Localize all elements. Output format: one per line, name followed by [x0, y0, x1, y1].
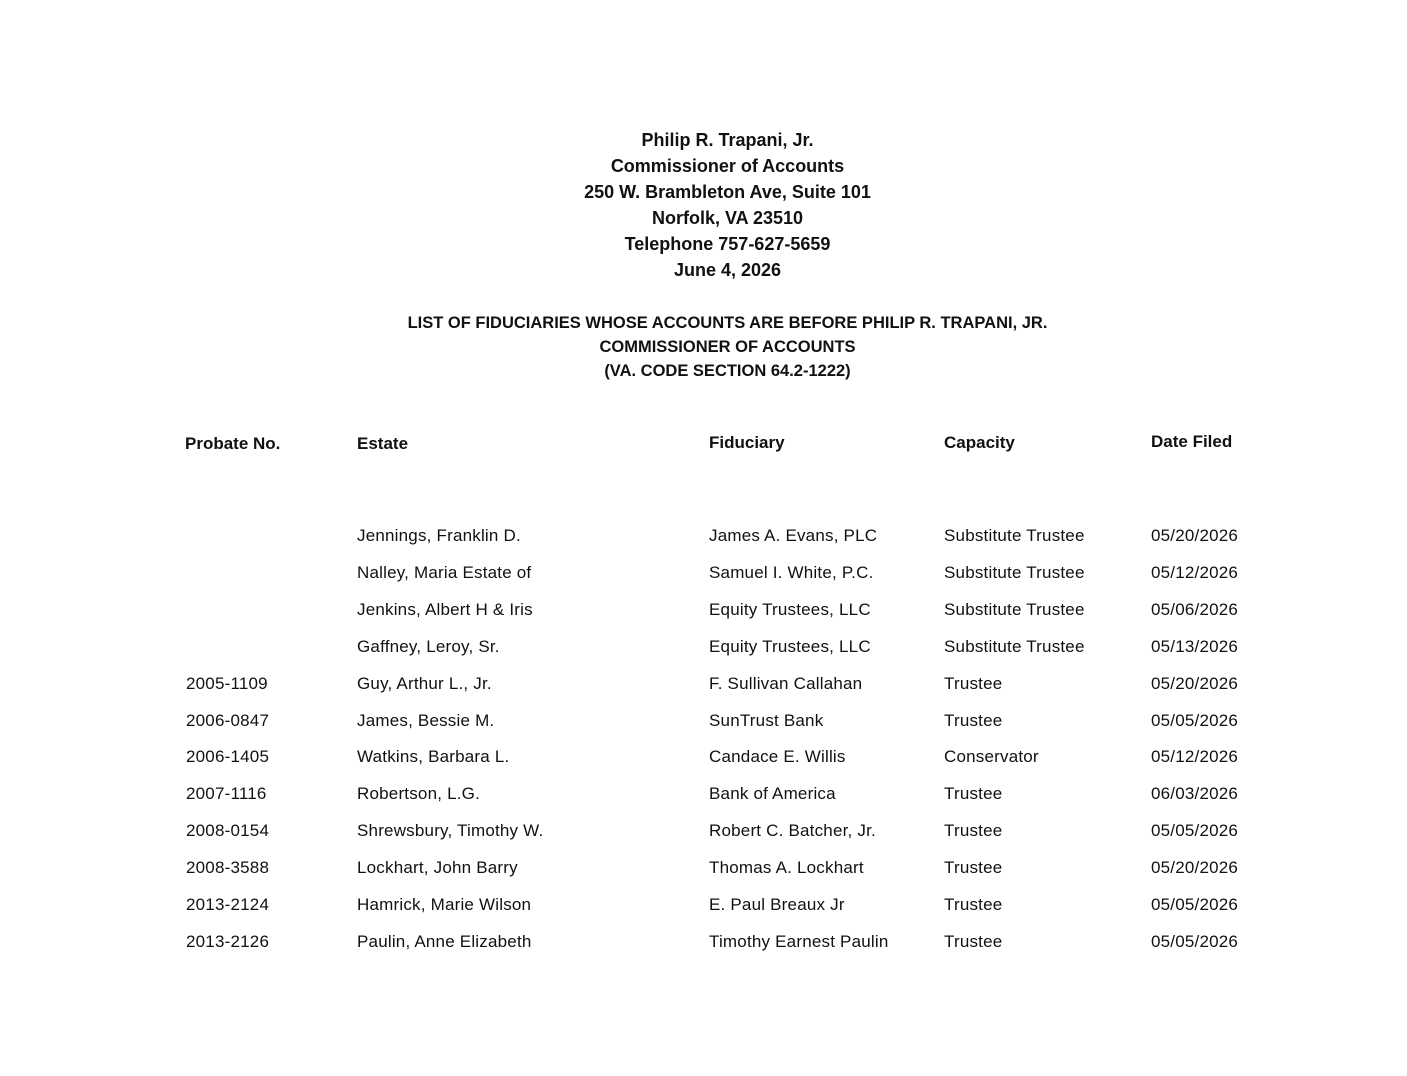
column-header-probate: Probate No.	[185, 434, 281, 453]
date-filed-cell: 05/05/2026	[1151, 895, 1239, 914]
fiduciary-cell: Bank of America	[709, 784, 836, 803]
probate-number-cell: 2006-0847	[186, 711, 270, 730]
fiduciary-cell: F. Sullivan Callahan	[709, 674, 863, 693]
fiduciary-cell: Equity Trustees, LLC	[709, 637, 871, 656]
table-row	[0, 526, 1407, 556]
capacity-cell: Trustee	[944, 821, 1003, 840]
fiduciary-cell: Samuel I. White, P.C.	[709, 563, 874, 582]
probate-number-cell: 2008-3588	[186, 858, 270, 877]
date-filed-cell: 05/20/2026	[1151, 674, 1239, 693]
table-row	[0, 821, 1407, 851]
estate-cell: Watkins, Barbara L.	[357, 747, 510, 766]
capacity-cell: Trustee	[944, 711, 1003, 730]
estate-cell: Robertson, L.G.	[357, 784, 481, 803]
probate-number-cell: 2008-0154	[186, 821, 270, 840]
table-row	[0, 784, 1407, 814]
date-filed-cell: 05/12/2026	[1151, 747, 1239, 766]
estate-cell: Guy, Arthur L., Jr.	[357, 674, 492, 693]
capacity-cell: Trustee	[944, 784, 1003, 803]
table-row	[0, 563, 1407, 593]
probate-number-cell: 2006-1405	[186, 747, 270, 766]
date-filed-cell: 05/05/2026	[1151, 711, 1239, 730]
capacity-cell: Substitute Trustee	[944, 637, 1085, 656]
commissioner-name: Philip R. Trapani, Jr.	[641, 130, 814, 150]
estate-cell: Shrewsbury, Timothy W.	[357, 821, 544, 840]
fiduciary-cell: Robert C. Batcher, Jr.	[709, 821, 876, 840]
letterhead	[0, 127, 1407, 283]
capacity-cell: Conservator	[944, 747, 1039, 766]
date-filed-cell: 05/13/2026	[1151, 637, 1239, 656]
date-filed-cell: 05/20/2026	[1151, 858, 1239, 877]
fiduciary-cell: James A. Evans, PLC	[709, 526, 878, 545]
date-filed-cell: 05/05/2026	[1151, 932, 1239, 951]
fiduciary-cell: Candace E. Willis	[709, 747, 846, 766]
estate-cell: Jennings, Franklin D.	[357, 526, 521, 545]
list-title-line-2: COMMISSIONER OF ACCOUNTS	[599, 338, 856, 356]
table-row	[0, 895, 1407, 925]
column-header-capacity: Capacity	[944, 433, 1015, 452]
date-filed-cell: 05/05/2026	[1151, 821, 1239, 840]
table-row	[0, 674, 1407, 704]
table-row	[0, 600, 1407, 630]
column-header-estate: Estate	[357, 434, 409, 453]
capacity-cell: Trustee	[944, 674, 1003, 693]
office-telephone: Telephone 757-627-5659	[624, 234, 831, 254]
column-header-date-filed: Date Filed	[1151, 432, 1233, 451]
capacity-cell: Trustee	[944, 858, 1003, 877]
table-row	[0, 637, 1407, 667]
probate-number-cell: 2013-2124	[186, 895, 270, 914]
capacity-cell: Trustee	[944, 895, 1003, 914]
estate-cell: Hamrick, Marie Wilson	[357, 895, 532, 914]
list-title	[0, 311, 1407, 383]
commissioner-title: Commissioner of Accounts	[610, 156, 845, 176]
date-filed-cell: 05/12/2026	[1151, 563, 1239, 582]
estate-cell: Paulin, Anne Elizabeth	[357, 932, 532, 951]
table-row	[0, 858, 1407, 888]
date-filed-cell: 05/06/2026	[1151, 600, 1239, 619]
estate-cell: Gaffney, Leroy, Sr.	[357, 637, 500, 656]
estate-cell: James, Bessie M.	[357, 711, 495, 730]
table-row	[0, 711, 1407, 741]
estate-cell: Nalley, Maria Estate of	[357, 563, 532, 582]
fiduciary-cell: E. Paul Breaux Jr	[709, 895, 845, 914]
fiduciary-cell: Thomas A. Lockhart	[709, 858, 864, 877]
date-filed-cell: 06/03/2026	[1151, 784, 1239, 803]
estate-cell: Lockhart, John Barry	[357, 858, 518, 877]
date-filed-cell: 05/20/2026	[1151, 526, 1239, 545]
list-title-line-1: LIST OF FIDUCIARIES WHOSE ACCOUNTS ARE BEFORE PHILIP R. TRAPANI, JR.	[407, 314, 1048, 332]
list-title-line-3: (VA. CODE SECTION 64.2-1222)	[604, 362, 851, 380]
probate-number-cell: 2007-1116	[186, 784, 267, 803]
probate-number-cell: 2013-2126	[186, 932, 270, 951]
probate-number-cell: 2005-1109	[186, 674, 268, 693]
fiduciary-cell: SunTrust Bank	[709, 711, 824, 730]
capacity-cell: Substitute Trustee	[944, 526, 1085, 545]
fiduciary-cell: Equity Trustees, LLC	[709, 600, 871, 619]
capacity-cell: Substitute Trustee	[944, 563, 1085, 582]
capacity-cell: Trustee	[944, 932, 1003, 951]
table-row	[0, 932, 1407, 962]
fiduciary-cell: Timothy Earnest Paulin	[709, 932, 889, 951]
estate-cell: Jenkins, Albert H & Iris	[357, 600, 533, 619]
document-date: June 4, 2026	[673, 260, 782, 280]
table-row	[0, 747, 1407, 777]
capacity-cell: Substitute Trustee	[944, 600, 1085, 619]
office-address: 250 W. Brambleton Ave, Suite 101	[584, 182, 871, 202]
column-header-fiduciary: Fiduciary	[709, 433, 785, 452]
office-city: Norfolk, VA 23510	[651, 208, 804, 228]
